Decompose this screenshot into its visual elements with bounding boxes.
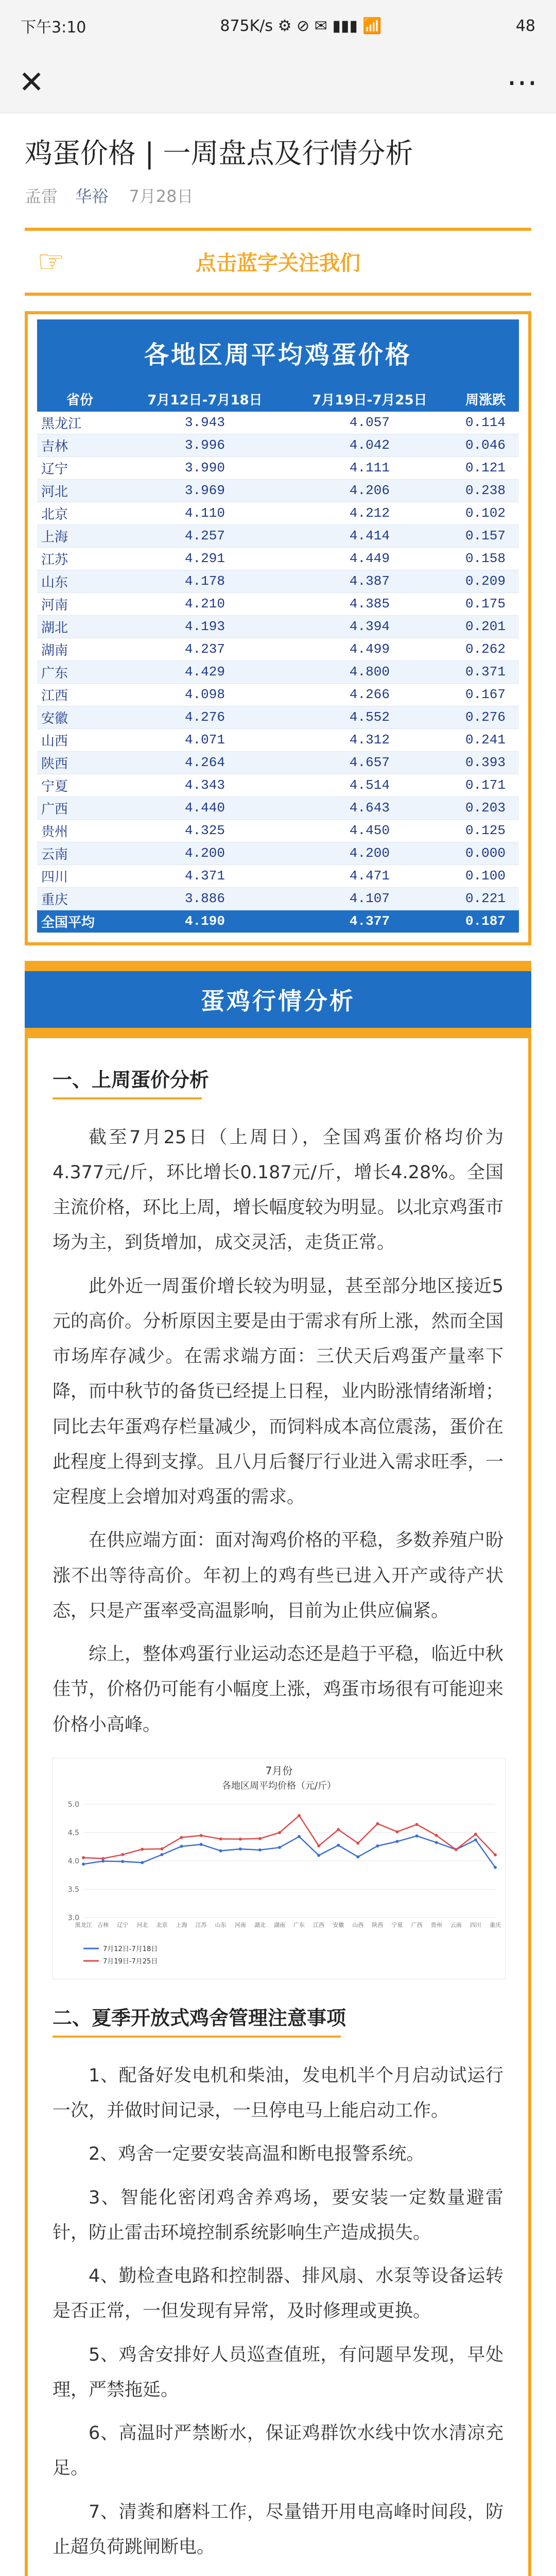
price-cell: 3.990	[123, 456, 287, 479]
table-row	[37, 570, 519, 592]
price-cell: 4.098	[123, 683, 287, 706]
province-cell: 宁夏	[37, 774, 123, 796]
analysis-paragraph: 综上，整体鸡蛋行业运动态还是趋于平稳，临近中秋佳节，价格仍可能有小幅度上涨，鸡蛋市场很有可能迎来价格小高峰。	[53, 1644, 503, 1735]
province-cell: 重庆	[37, 887, 123, 910]
table-header-cell: 省份	[37, 386, 123, 412]
table-header-cell: 周涨跌	[452, 386, 519, 412]
price-cell: 0.209	[452, 570, 519, 592]
x-tick-label: 广东	[293, 1921, 305, 1928]
province-cell: 辽宁	[37, 456, 123, 479]
province-cell: 上海	[37, 524, 123, 547]
price-cell: 4.643	[287, 796, 452, 819]
article	[0, 134, 556, 2576]
table-row	[37, 728, 519, 751]
data-point	[474, 1833, 477, 1836]
step-item: 2、鸡舍一定要安装高温和断电报警系统。	[89, 2144, 425, 2165]
price-cell: 4.343	[123, 774, 287, 796]
price-cell: 0.201	[452, 615, 519, 638]
follow-banner[interactable]	[25, 228, 531, 296]
data-point	[101, 1857, 105, 1860]
price-table-header	[37, 386, 519, 412]
data-point	[474, 1838, 477, 1841]
province-cell: 黑龙江	[37, 412, 123, 434]
table-row	[37, 774, 519, 796]
data-point	[121, 1853, 124, 1856]
data-point	[435, 1841, 438, 1844]
province-cell: 陕西	[37, 751, 123, 774]
x-tick-label: 四川	[470, 1921, 481, 1928]
province-cell: 湖南	[37, 638, 123, 660]
step-item: 7、清粪和磨料工作，尽量错开用电高峰时间段，防止超负荷跳闸断电。	[53, 2501, 503, 2557]
data-point	[317, 1844, 320, 1848]
price-cell: 4.264	[123, 751, 287, 774]
province-cell: 湖北	[37, 615, 123, 638]
x-tick-label: 湖北	[254, 1921, 266, 1928]
table-row	[37, 638, 519, 660]
x-tick-label: 陕西	[372, 1921, 384, 1928]
x-tick-label: 安徽	[333, 1921, 344, 1928]
data-point	[317, 1854, 320, 1857]
nav-bar	[0, 52, 556, 113]
data-point	[239, 1848, 242, 1851]
price-cell: 4.312	[287, 728, 452, 751]
price-cell: 0.158	[452, 547, 519, 570]
price-cell: 4.450	[287, 819, 452, 842]
x-tick-label: 黑龙江	[75, 1921, 92, 1928]
article-meta	[25, 183, 531, 207]
legend-label: 7月19日-7月25日	[103, 1957, 158, 1965]
price-cell: 4.071	[123, 728, 287, 751]
province-cell: 安徽	[37, 706, 123, 728]
data-point	[82, 1862, 85, 1866]
price-cell: 4.178	[123, 570, 287, 592]
price-cell: 4.291	[123, 547, 287, 570]
y-tick-label: 3.5	[67, 1885, 79, 1894]
price-cell: 3.943	[123, 412, 287, 434]
data-point	[415, 1823, 419, 1826]
data-point	[141, 1861, 144, 1864]
x-tick-label: 河北	[136, 1921, 148, 1928]
y-tick-label: 3.0	[67, 1913, 79, 1922]
price-cell: 4.200	[287, 842, 452, 865]
data-point	[200, 1843, 203, 1846]
price-cell: 4.057	[287, 412, 452, 434]
table-row	[37, 842, 519, 865]
x-tick-label: 广西	[411, 1921, 423, 1928]
data-point	[396, 1830, 399, 1833]
data-point	[356, 1855, 359, 1858]
price-cell: 0.157	[452, 524, 519, 547]
step-item: 4、勤检查电路和控制器、排风扇、水泵等设备运转是否正常，一但发现有异常，及时修理或更换。	[53, 2266, 503, 2322]
data-point	[180, 1836, 183, 1839]
analysis-content	[25, 1038, 531, 2576]
close-icon[interactable]: ✕	[19, 64, 45, 100]
province-cell: 北京	[37, 502, 123, 524]
price-cell: 0.114	[452, 412, 519, 434]
publish-date: 7月28日	[129, 186, 194, 206]
part1-title: 一、上周蛋价分析	[53, 1068, 210, 1091]
price-cell: 4.206	[287, 479, 452, 502]
price-section-title: 各地区周平均鸡蛋价格	[144, 341, 412, 370]
price-section-header	[37, 314, 519, 386]
data-point	[435, 1834, 438, 1837]
price-table	[37, 386, 519, 933]
price-cell: 4.237	[123, 638, 287, 660]
price-cell: 0.171	[452, 774, 519, 796]
analysis-section-header	[25, 961, 531, 1038]
y-tick-label: 4.5	[67, 1828, 79, 1837]
price-cell: 4.200	[123, 842, 287, 865]
province-cell: 吉林	[37, 434, 123, 456]
price-cell: 4.385	[287, 592, 452, 615]
price-cell: 0.046	[452, 434, 519, 456]
x-tick-label: 河南	[234, 1921, 246, 1928]
price-cell: 4.325	[123, 819, 287, 842]
price-cell: 4.657	[287, 751, 452, 774]
data-point	[180, 1845, 183, 1848]
data-point	[337, 1843, 340, 1846]
data-point	[494, 1853, 497, 1856]
price-cell: 4.257	[123, 524, 287, 547]
price-cell: 4.440	[123, 796, 287, 819]
x-tick-label: 吉林	[97, 1921, 109, 1928]
data-point	[298, 1814, 301, 1817]
province-cell: 广西	[37, 796, 123, 819]
table-row	[37, 434, 519, 456]
analysis-section-title: 蛋鸡行情分析	[201, 987, 355, 1015]
status-bar	[0, 0, 556, 52]
price-cell: 4.552	[287, 706, 452, 728]
status-net-speed: 875K/s ⚙ ⊘ ✉ ▮▮▮ 📶	[220, 16, 382, 35]
x-tick-label: 重庆	[490, 1921, 501, 1928]
step-item: 5、鸡舍安排好人员巡查值班，有问题早发现，早处理，严禁拖延。	[53, 2344, 503, 2400]
data-point	[376, 1822, 379, 1825]
x-tick-label: 湖南	[273, 1921, 285, 1928]
data-point	[494, 1866, 497, 1869]
battery-indicator: 48	[515, 16, 535, 35]
data-point	[455, 1848, 458, 1851]
province-cell: 河南	[37, 592, 123, 615]
article-title: 鸡蛋价格 | 一周盘点及行情分析	[25, 137, 413, 170]
price-chart	[53, 1758, 503, 1981]
step-item: 1、配备好发电机和柴油，发电机半个月启动试运行一次，并做时间记录，一旦停电马上能启动工作。	[53, 2065, 503, 2122]
data-point	[160, 1848, 163, 1851]
data-point	[219, 1849, 222, 1852]
price-cell: 4.193	[123, 615, 287, 638]
data-point	[200, 1834, 203, 1837]
price-cell: 4.266	[287, 683, 452, 706]
part2-title: 二、夏季开放式鸡舍管理注意事项	[53, 2006, 346, 2029]
table-row	[37, 502, 519, 524]
table-row	[37, 456, 519, 479]
price-cell: 0.371	[452, 660, 519, 683]
y-tick-label: 4.0	[67, 1857, 79, 1866]
price-cell: 0.238	[452, 479, 519, 502]
province-cell: 广东	[37, 660, 123, 683]
table-header-cell: 7月19日-7月25日	[287, 386, 452, 412]
x-tick-label: 云南	[450, 1921, 462, 1928]
table-row	[37, 412, 519, 434]
data-point	[258, 1849, 262, 1852]
price-cell: 3.886	[123, 887, 287, 910]
price-cell: 4.800	[287, 660, 452, 683]
price-cell: 0.276	[452, 706, 519, 728]
price-cell: 0.221	[452, 887, 519, 910]
data-point	[82, 1856, 85, 1859]
table-row	[37, 592, 519, 615]
table-row	[37, 865, 519, 887]
price-cell: 3.969	[123, 479, 287, 502]
data-point	[121, 1860, 124, 1863]
data-point	[278, 1831, 281, 1834]
total-cell: 4.190	[123, 910, 287, 933]
price-cell: 4.414	[287, 524, 452, 547]
province-cell: 江苏	[37, 547, 123, 570]
table-row	[37, 547, 519, 570]
x-tick-label: 北京	[156, 1921, 168, 1928]
data-point	[258, 1837, 262, 1840]
price-cell: 0.203	[452, 796, 519, 819]
province-cell: 江西	[37, 683, 123, 706]
table-row	[37, 615, 519, 638]
x-tick-label: 辽宁	[117, 1921, 129, 1928]
province-cell: 云南	[37, 842, 123, 865]
data-point	[396, 1840, 399, 1843]
more-icon[interactable]: ⋯	[507, 64, 537, 100]
x-tick-label: 山西	[352, 1921, 364, 1928]
price-cell: 4.429	[123, 660, 287, 683]
chart-subtitle: 各地区周平均价格（元/斤）	[221, 1780, 337, 1791]
price-cell: 4.110	[123, 502, 287, 524]
data-point	[160, 1853, 163, 1856]
data-point	[376, 1844, 379, 1848]
price-cell: 4.276	[123, 706, 287, 728]
price-cell: 0.000	[452, 842, 519, 865]
province-cell: 山西	[37, 728, 123, 751]
pointing-hand-icon: ☞	[37, 243, 65, 280]
table-row	[37, 479, 519, 502]
table-row	[37, 887, 519, 910]
province-cell: 山东	[37, 570, 123, 592]
price-cell: 4.111	[287, 456, 452, 479]
divider	[53, 1097, 202, 1099]
y-tick-label: 5.0	[67, 1800, 79, 1809]
data-point	[356, 1842, 359, 1845]
province-cell: 四川	[37, 865, 123, 887]
data-point	[219, 1837, 222, 1840]
province-cell: 贵州	[37, 819, 123, 842]
price-cell: 0.175	[452, 592, 519, 615]
price-cell: 4.212	[287, 502, 452, 524]
price-cell: 0.241	[452, 728, 519, 751]
legend-label: 7月12日-7月18日	[103, 1945, 158, 1953]
divider	[53, 2036, 341, 2038]
price-cell: 0.167	[452, 683, 519, 706]
data-point	[337, 1828, 340, 1831]
price-cell: 4.210	[123, 592, 287, 615]
x-tick-label: 江苏	[195, 1921, 207, 1928]
x-tick-label: 贵州	[430, 1921, 442, 1928]
price-cell: 4.107	[287, 887, 452, 910]
data-point	[278, 1846, 281, 1849]
price-section	[25, 311, 531, 945]
status-time: 下午3:10	[21, 19, 86, 37]
table-row	[37, 524, 519, 547]
price-cell: 4.042	[287, 434, 452, 456]
chart-title: 7月份	[265, 1764, 293, 1777]
x-tick-label: 山东	[215, 1921, 227, 1928]
table-row	[37, 819, 519, 842]
price-cell: 0.393	[452, 751, 519, 774]
price-cell: 0.121	[452, 456, 519, 479]
analysis-paragraph: 截至7月25日（上周日），全国鸡蛋价格均价为4.377元/斤，环比增长0.187元/斤，增长4.28%。全国主流价格，环比上周，增长幅度较为明显。以北京鸡蛋市场为主，到货增加，成交灵活，走货正常。	[53, 1127, 503, 1253]
data-point	[415, 1834, 419, 1837]
table-row	[37, 706, 519, 728]
total-label: 全国平均	[37, 910, 123, 933]
data-point	[298, 1835, 301, 1838]
x-tick-label: 江西	[313, 1921, 325, 1928]
price-cell: 4.371	[123, 865, 287, 887]
table-row	[37, 660, 519, 683]
data-point	[239, 1837, 242, 1840]
steps-list	[53, 2058, 503, 2565]
price-cell: 4.449	[287, 547, 452, 570]
x-tick-label: 上海	[176, 1921, 187, 1928]
price-cell: 0.125	[452, 819, 519, 842]
total-cell: 0.187	[452, 910, 519, 933]
price-cell: 4.471	[287, 865, 452, 887]
table-row	[37, 796, 519, 819]
analysis-paragraph: 此外近一周蛋价增长较为明显，甚至部分地区接近5元的高价。分析原因主要是由于需求有所上涨，然而全国市场库存减少。在需求端方面：三伏天后鸡蛋产量率下降，而中秋节的备货已经提上日程，业内盼涨情绪渐增；同比去年蛋鸡存栏量减少，而饲料成本高位震荡，蛋价在此程度上得到支撑。且八月后餐厅行业进入需求旺季，一定程度上会增加对鸡蛋的需求。	[53, 1276, 503, 1508]
table-header-cell: 7月12日-7月18日	[123, 386, 287, 412]
price-cell: 0.262	[452, 638, 519, 660]
price-cell: 4.394	[287, 615, 452, 638]
follow-banner-text: 点击蓝字关注我们	[196, 251, 360, 276]
table-row	[37, 751, 519, 774]
table-row	[37, 683, 519, 706]
account-link[interactable]: 华裕	[75, 186, 109, 206]
price-cell: 4.499	[287, 638, 452, 660]
province-cell: 河北	[37, 479, 123, 502]
price-line-chart	[53, 1758, 506, 1979]
step-item: 6、高温时严禁断水，保证鸡群饮水线中饮水清凉充足。	[53, 2423, 503, 2479]
author-name: 孟雷	[25, 186, 58, 206]
price-cell: 4.387	[287, 570, 452, 592]
data-point	[141, 1848, 144, 1851]
total-cell: 4.377	[287, 910, 452, 933]
x-tick-label: 宁夏	[391, 1921, 403, 1928]
price-cell: 4.514	[287, 774, 452, 796]
price-cell: 3.996	[123, 434, 287, 456]
table-total-row	[37, 910, 519, 933]
price-cell: 0.100	[452, 865, 519, 887]
analysis-paragraph: 在供应端方面：面对淘鸡价格的平稳，多数养殖户盼涨不出等待高价。年初上的鸡有些已进入开产或待产状态，只是产蛋率受高温影响，目前为止供应偏紧。	[53, 1530, 503, 1621]
step-item: 3、智能化密闭鸡舍养鸡场，要安装一定数量避雷针，防止雷击环境控制系统影响生产造成损失。	[53, 2187, 503, 2243]
price-cell: 0.102	[452, 502, 519, 524]
